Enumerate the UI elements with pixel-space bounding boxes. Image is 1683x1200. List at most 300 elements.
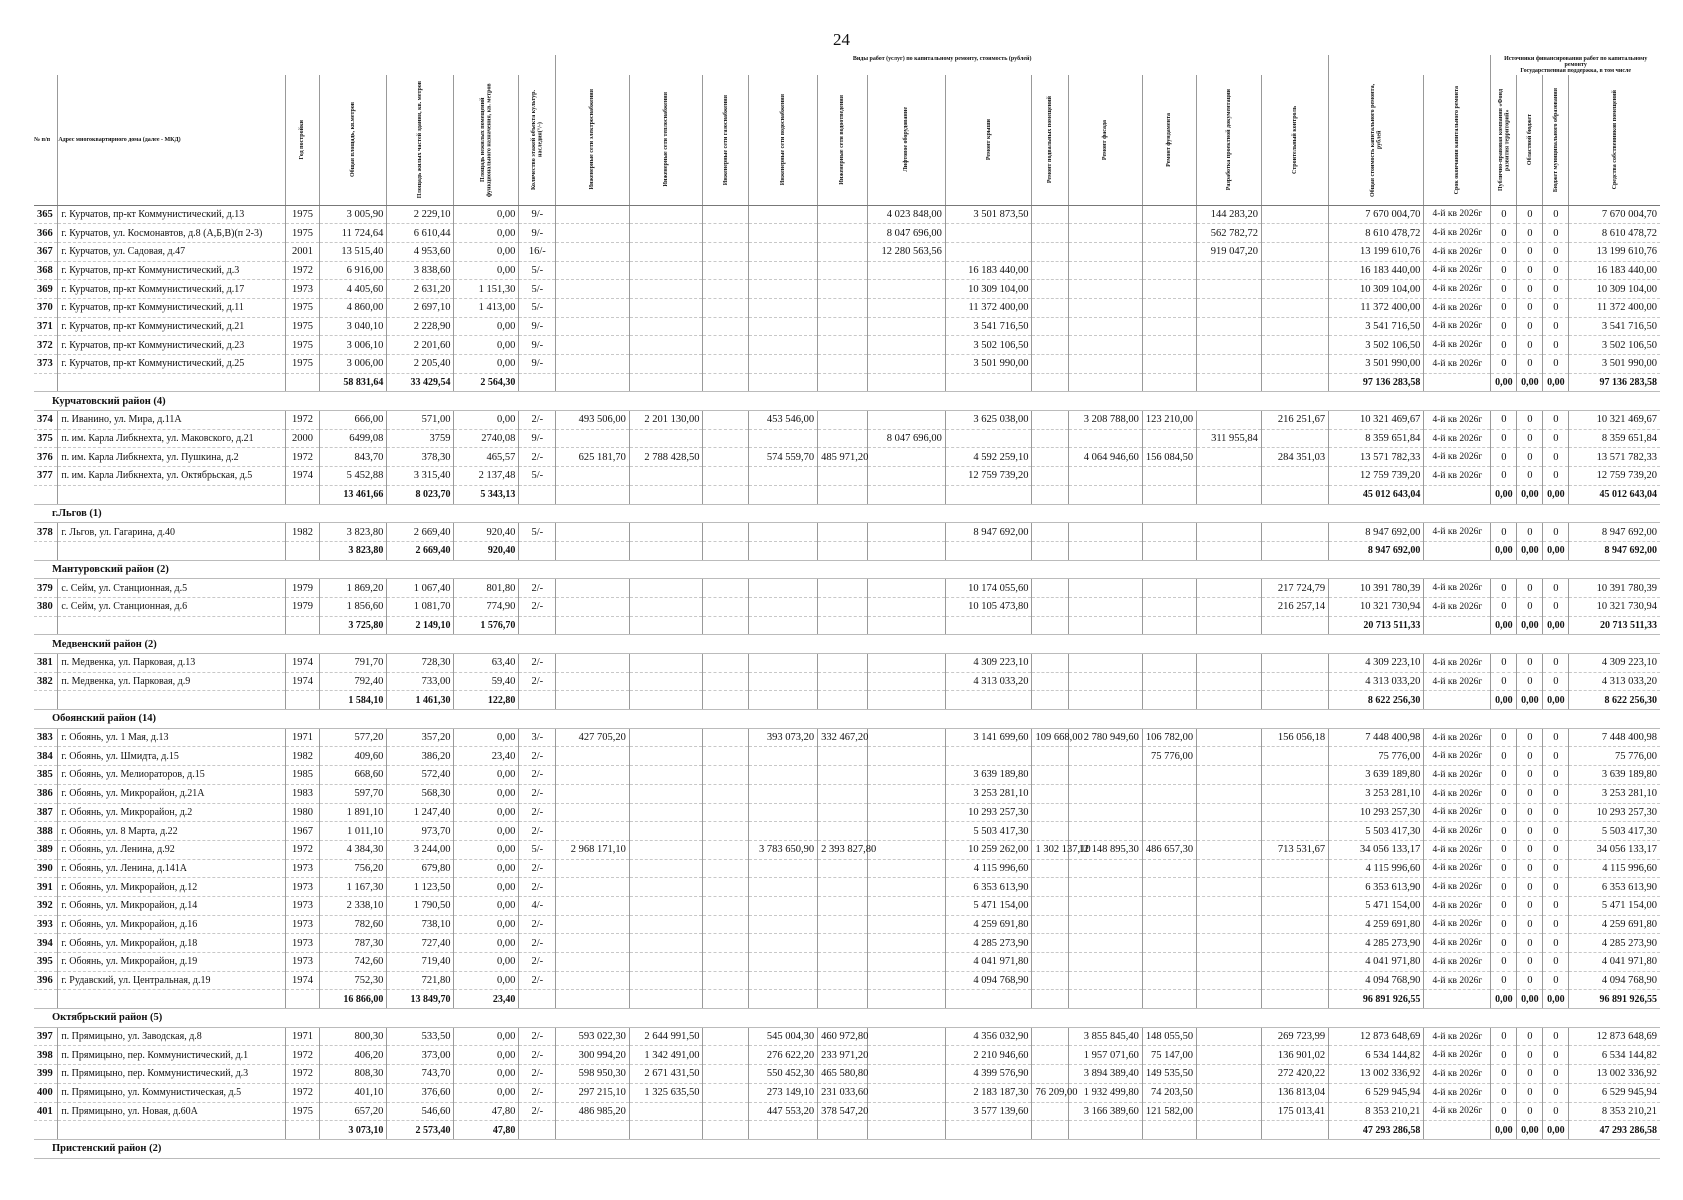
sewer-cost-cell: 332 467,20 — [818, 728, 868, 747]
roof-cost-cell: 5 471 154,00 — [945, 896, 1032, 915]
total-cost-cell: 3 639 189,80 — [1329, 766, 1424, 785]
electro-cost-cell — [556, 224, 630, 243]
floors-cell: 3/- — [519, 728, 556, 747]
deadline-cell: 4-й кв 2026г — [1424, 1046, 1491, 1065]
subtotal-regional-budget-cell: 0,00 — [1517, 691, 1543, 710]
water-cost-cell — [748, 803, 817, 822]
nonliving-area-cell: 0,00 — [454, 840, 519, 859]
foundation-cost-cell: 121 582,00 — [1142, 1102, 1196, 1121]
nonliving-area-cell: 23,40 — [454, 747, 519, 766]
total-area-cell: 11 724,64 — [320, 224, 387, 243]
subtotal-total-area-cell: 3 823,80 — [320, 541, 387, 560]
heat-cost-cell — [629, 896, 703, 915]
heat-cost-cell — [629, 261, 703, 280]
foundation-cost-cell — [1142, 896, 1196, 915]
lift-cost-cell — [867, 896, 945, 915]
table-row — [34, 523, 1660, 542]
regional-budget-cell: 0 — [1517, 317, 1543, 336]
regional-budget-cell: 0 — [1517, 915, 1543, 934]
district-subtotal-row — [34, 373, 1660, 392]
subtotal-nonliving-area-cell: 122,80 — [454, 691, 519, 710]
design-cost-cell — [1197, 840, 1262, 859]
total-cost-cell: 3 501 990,00 — [1329, 355, 1424, 374]
total-cost-cell: 10 321 469,67 — [1329, 411, 1424, 430]
basement-cost-cell — [1032, 654, 1069, 673]
total-area-cell: 668,60 — [320, 766, 387, 785]
subtotal-total-area-cell: 3 725,80 — [320, 616, 387, 635]
fund-cell: 0 — [1491, 205, 1517, 224]
control-cost-cell — [1261, 224, 1328, 243]
foundation-cost-cell — [1142, 953, 1196, 972]
nonliving-area-cell: 0,00 — [454, 766, 519, 785]
facade-cost-cell: 4 064 946,60 — [1069, 448, 1143, 467]
facade-cost-cell — [1069, 878, 1143, 897]
table-row — [34, 747, 1660, 766]
water-cost-cell: 550 452,30 — [748, 1065, 817, 1084]
regional-budget-cell: 0 — [1517, 971, 1543, 990]
table-row — [34, 448, 1660, 467]
facade-cost-cell — [1069, 784, 1143, 803]
nonliving-area-cell: 0,00 — [454, 934, 519, 953]
row-number: 394 — [34, 934, 58, 953]
living-area-cell: 727,40 — [387, 934, 454, 953]
nonliving-area-cell: 1 151,30 — [454, 280, 519, 299]
gas-cost-cell — [703, 1027, 748, 1046]
design-cost-cell — [1197, 784, 1262, 803]
district-header-row — [34, 392, 1660, 411]
subtotal-roof-cost-cell — [945, 990, 1032, 1009]
address-cell: г. Курчатов, пр-кт Коммунистический, д.25 — [58, 355, 285, 374]
address-cell: п. Иванино, ул. Мира, д.11А — [58, 411, 285, 430]
subtotal-living-area-cell: 2 573,40 — [387, 1121, 454, 1140]
facade-cost-cell — [1069, 242, 1143, 261]
subtotal-row-number — [34, 373, 58, 392]
fund-cell: 0 — [1491, 766, 1517, 785]
control-cost-cell: 713 531,67 — [1261, 840, 1328, 859]
lift-cost-cell — [867, 915, 945, 934]
lift-cost-cell — [867, 766, 945, 785]
living-area-cell: 3 244,00 — [387, 840, 454, 859]
year-cell: 1972 — [285, 1083, 320, 1102]
basement-cost-cell — [1032, 261, 1069, 280]
water-cost-cell — [748, 784, 817, 803]
subtotal-lift-cost-cell — [867, 616, 945, 635]
heat-cost-cell: 2 201 130,00 — [629, 411, 703, 430]
nonliving-area-cell: 0,00 — [454, 355, 519, 374]
subtotal-roof-cost-cell — [945, 691, 1032, 710]
sewer-cost-cell — [818, 915, 868, 934]
regional-budget-cell: 0 — [1517, 1046, 1543, 1065]
living-area-cell: 357,20 — [387, 728, 454, 747]
municipal-budget-cell: 0 — [1543, 672, 1569, 691]
table-row — [34, 822, 1660, 841]
regional-budget-cell: 0 — [1517, 1027, 1543, 1046]
row-number: 384 — [34, 747, 58, 766]
heat-cost-cell — [629, 803, 703, 822]
subtotal-floors-cell — [519, 691, 556, 710]
subtotal-gas-cost-cell — [703, 541, 748, 560]
electro-cost-cell: 486 985,20 — [556, 1102, 630, 1121]
subtotal-lift-cost-cell — [867, 990, 945, 1009]
water-cost-cell: 574 559,70 — [748, 448, 817, 467]
municipal-budget-cell: 0 — [1543, 261, 1569, 280]
control-cost-cell — [1261, 429, 1328, 448]
water-cost-cell — [748, 934, 817, 953]
total-cost-cell: 6 353 613,90 — [1329, 878, 1424, 897]
electro-cost-cell — [556, 896, 630, 915]
gas-cost-cell — [703, 747, 748, 766]
gas-cost-cell — [703, 1102, 748, 1121]
municipal-budget-cell: 0 — [1543, 579, 1569, 598]
subtotal-heat-cost-cell — [629, 990, 703, 1009]
nonliving-area-cell: 0,00 — [454, 242, 519, 261]
floors-cell: 2/- — [519, 859, 556, 878]
control-cost-cell: 217 724,79 — [1261, 579, 1328, 598]
control-cost-cell — [1261, 654, 1328, 673]
roof-cost-cell: 5 503 417,30 — [945, 822, 1032, 841]
living-area-cell: 376,60 — [387, 1083, 454, 1102]
basement-cost-cell — [1032, 896, 1069, 915]
total-cost-cell: 75 776,00 — [1329, 747, 1424, 766]
subtotal-basement-cost-cell — [1032, 373, 1069, 392]
heat-cost-cell — [629, 878, 703, 897]
facade-cost-cell: 1 957 071,60 — [1069, 1046, 1143, 1065]
gas-cost-cell — [703, 859, 748, 878]
basement-cost-cell: 1 302 137,10 — [1032, 840, 1069, 859]
lift-cost-cell — [867, 878, 945, 897]
floors-cell: 5/- — [519, 298, 556, 317]
header-electro: Инженерные сети электроснабжения — [556, 75, 630, 205]
regional-budget-cell: 0 — [1517, 224, 1543, 243]
subtotal-living-area-cell: 2 149,10 — [387, 616, 454, 635]
subtotal-total-cost-cell: 8 622 256,30 — [1329, 691, 1424, 710]
basement-cost-cell — [1032, 1046, 1069, 1065]
nonliving-area-cell: 0,00 — [454, 1046, 519, 1065]
living-area-cell: 679,80 — [387, 859, 454, 878]
year-cell: 1975 — [285, 205, 320, 224]
subtotal-floors-cell — [519, 373, 556, 392]
municipal-budget-cell: 0 — [1543, 597, 1569, 616]
table-row — [34, 878, 1660, 897]
design-cost-cell — [1197, 298, 1262, 317]
design-cost-cell — [1197, 878, 1262, 897]
basement-cost-cell — [1032, 672, 1069, 691]
row-number: 391 — [34, 878, 58, 897]
municipal-budget-cell: 0 — [1543, 934, 1569, 953]
design-cost-cell: 311 955,84 — [1197, 429, 1262, 448]
subtotal-control-cost-cell — [1261, 691, 1328, 710]
gas-cost-cell — [703, 803, 748, 822]
water-cost-cell — [748, 859, 817, 878]
deadline-cell: 4-й кв 2026г — [1424, 523, 1491, 542]
sewer-cost-cell — [818, 429, 868, 448]
roof-cost-cell — [945, 242, 1032, 261]
lift-cost-cell — [867, 840, 945, 859]
year-cell: 1975 — [285, 317, 320, 336]
electro-cost-cell — [556, 953, 630, 972]
year-cell: 1973 — [285, 878, 320, 897]
total-area-cell: 792,40 — [320, 672, 387, 691]
basement-cost-cell — [1032, 411, 1069, 430]
facade-cost-cell — [1069, 654, 1143, 673]
sewer-cost-cell: 465 580,80 — [818, 1065, 868, 1084]
fund-cell: 0 — [1491, 1046, 1517, 1065]
fund-cell: 0 — [1491, 803, 1517, 822]
table-row — [34, 1027, 1660, 1046]
subtotal-owners-funds-cell: 20 713 511,33 — [1569, 616, 1660, 635]
water-cost-cell — [748, 766, 817, 785]
total-area-cell: 4 860,00 — [320, 298, 387, 317]
electro-cost-cell — [556, 280, 630, 299]
living-area-cell: 373,00 — [387, 1046, 454, 1065]
heat-cost-cell — [629, 766, 703, 785]
facade-cost-cell — [1069, 672, 1143, 691]
design-cost-cell — [1197, 766, 1262, 785]
district-name: г.Льгов (1) — [34, 504, 1660, 523]
fund-cell: 0 — [1491, 728, 1517, 747]
regional-budget-cell: 0 — [1517, 429, 1543, 448]
subtotal-foundation-cost-cell — [1142, 541, 1196, 560]
gas-cost-cell — [703, 205, 748, 224]
basement-cost-cell — [1032, 766, 1069, 785]
foundation-cost-cell: 74 203,50 — [1142, 1083, 1196, 1102]
facade-cost-cell: 1 932 499,80 — [1069, 1083, 1143, 1102]
basement-cost-cell — [1032, 336, 1069, 355]
roof-cost-cell: 16 183 440,00 — [945, 261, 1032, 280]
lift-cost-cell — [867, 1065, 945, 1084]
subtotal-control-cost-cell — [1261, 485, 1328, 504]
water-cost-cell — [748, 261, 817, 280]
control-cost-cell — [1261, 672, 1328, 691]
year-cell: 1972 — [285, 261, 320, 280]
table-row — [34, 298, 1660, 317]
total-cost-cell: 4 309 223,10 — [1329, 654, 1424, 673]
total-cost-cell: 4 094 768,90 — [1329, 971, 1424, 990]
roof-cost-cell: 3 577 139,60 — [945, 1102, 1032, 1121]
district-name: Курчатовский район (4) — [34, 392, 1660, 411]
row-number: 374 — [34, 411, 58, 430]
subtotal-water-cost-cell — [748, 541, 817, 560]
facade-cost-cell: 3 894 389,40 — [1069, 1065, 1143, 1084]
address-cell: г. Обоянь, ул. Мелиораторов, д.15 — [58, 766, 285, 785]
year-cell: 1967 — [285, 822, 320, 841]
lift-cost-cell — [867, 803, 945, 822]
municipal-budget-cell: 0 — [1543, 822, 1569, 841]
year-cell: 1975 — [285, 355, 320, 374]
year-cell: 1982 — [285, 523, 320, 542]
fund-cell: 0 — [1491, 336, 1517, 355]
deadline-cell: 4-й кв 2026г — [1424, 261, 1491, 280]
subtotal-control-cost-cell — [1261, 1121, 1328, 1140]
lift-cost-cell — [867, 822, 945, 841]
subtotal-fund-cell: 0,00 — [1491, 373, 1517, 392]
subtotal-lift-cost-cell — [867, 541, 945, 560]
table-row — [34, 597, 1660, 616]
lift-cost-cell — [867, 859, 945, 878]
sewer-cost-cell — [818, 411, 868, 430]
table-row — [34, 579, 1660, 598]
total-area-cell: 3 006,00 — [320, 355, 387, 374]
floors-cell: 2/- — [519, 803, 556, 822]
total-area-cell: 782,60 — [320, 915, 387, 934]
subtotal-heat-cost-cell — [629, 541, 703, 560]
living-area-cell: 3 315,40 — [387, 467, 454, 486]
heat-cost-cell — [629, 205, 703, 224]
total-area-cell: 752,30 — [320, 971, 387, 990]
foundation-cost-cell — [1142, 579, 1196, 598]
gas-cost-cell — [703, 579, 748, 598]
control-cost-cell — [1261, 298, 1328, 317]
total-cost-cell: 8 947 692,00 — [1329, 523, 1424, 542]
regional-budget-cell: 0 — [1517, 1065, 1543, 1084]
foundation-cost-cell — [1142, 261, 1196, 280]
electro-cost-cell — [556, 803, 630, 822]
control-cost-cell — [1261, 971, 1328, 990]
municipal-budget-cell: 0 — [1543, 915, 1569, 934]
sewer-cost-cell — [818, 822, 868, 841]
municipal-budget-cell: 0 — [1543, 355, 1569, 374]
district-subtotal-row — [34, 541, 1660, 560]
gas-cost-cell — [703, 953, 748, 972]
municipal-budget-cell: 0 — [1543, 523, 1569, 542]
facade-cost-cell — [1069, 280, 1143, 299]
control-cost-cell — [1261, 859, 1328, 878]
total-cost-cell: 10 391 780,39 — [1329, 579, 1424, 598]
total-cost-cell: 5 471 154,00 — [1329, 896, 1424, 915]
fund-cell: 0 — [1491, 840, 1517, 859]
year-cell: 1975 — [285, 298, 320, 317]
control-cost-cell: 175 013,41 — [1261, 1102, 1328, 1121]
nonliving-area-cell: 2740,08 — [454, 429, 519, 448]
subtotal-electro-cost-cell — [556, 373, 630, 392]
subtotal-year-cell — [285, 990, 320, 1009]
subtotal-owners-funds-cell: 96 891 926,55 — [1569, 990, 1660, 1009]
table-row — [34, 1102, 1660, 1121]
water-cost-cell: 393 073,20 — [748, 728, 817, 747]
design-cost-cell — [1197, 1027, 1262, 1046]
control-cost-cell: 272 420,22 — [1261, 1065, 1328, 1084]
owners-funds-cell: 8 353 210,21 — [1569, 1102, 1660, 1121]
row-number: 371 — [34, 317, 58, 336]
water-cost-cell — [748, 579, 817, 598]
owners-funds-cell: 8 359 651,84 — [1569, 429, 1660, 448]
district-header-row — [34, 504, 1660, 523]
basement-cost-cell — [1032, 597, 1069, 616]
heat-cost-cell — [629, 953, 703, 972]
total-area-cell: 5 452,88 — [320, 467, 387, 486]
deadline-cell: 4-й кв 2026г — [1424, 728, 1491, 747]
subtotal-lift-cost-cell — [867, 485, 945, 504]
total-area-cell: 657,20 — [320, 1102, 387, 1121]
electro-cost-cell — [556, 672, 630, 691]
municipal-budget-cell: 0 — [1543, 1046, 1569, 1065]
control-cost-cell — [1261, 953, 1328, 972]
roof-cost-cell: 4 592 259,10 — [945, 448, 1032, 467]
total-cost-cell: 10 293 257,30 — [1329, 803, 1424, 822]
header-regional: Областной бюджет — [1517, 75, 1543, 205]
year-cell: 1974 — [285, 467, 320, 486]
owners-funds-cell: 10 391 780,39 — [1569, 579, 1660, 598]
regional-budget-cell: 0 — [1517, 896, 1543, 915]
deadline-cell: 4-й кв 2026г — [1424, 784, 1491, 803]
subtotal-floors-cell — [519, 616, 556, 635]
subtotal-year-cell — [285, 1121, 320, 1140]
design-cost-cell — [1197, 355, 1262, 374]
sewer-cost-cell — [818, 896, 868, 915]
subtotal-owners-funds-cell: 8 622 256,30 — [1569, 691, 1660, 710]
foundation-cost-cell — [1142, 467, 1196, 486]
facade-cost-cell — [1069, 597, 1143, 616]
facade-cost-cell — [1069, 224, 1143, 243]
sewer-cost-cell — [818, 672, 868, 691]
subtotal-water-cost-cell — [748, 485, 817, 504]
subtotal-living-area-cell: 33 429,54 — [387, 373, 454, 392]
header-control: Строительный контроль — [1261, 75, 1328, 205]
water-cost-cell — [748, 298, 817, 317]
deadline-cell: 4-й кв 2026г — [1424, 597, 1491, 616]
water-cost-cell — [748, 597, 817, 616]
heat-cost-cell — [629, 579, 703, 598]
row-number: 399 — [34, 1065, 58, 1084]
subtotal-total-area-cell: 1 584,10 — [320, 691, 387, 710]
municipal-budget-cell: 0 — [1543, 224, 1569, 243]
water-cost-cell: 453 546,00 — [748, 411, 817, 430]
heat-cost-cell — [629, 840, 703, 859]
roof-cost-cell: 4 313 033,20 — [945, 672, 1032, 691]
foundation-cost-cell — [1142, 803, 1196, 822]
heat-cost-cell — [629, 971, 703, 990]
sewer-cost-cell — [818, 523, 868, 542]
owners-funds-cell: 4 313 033,20 — [1569, 672, 1660, 691]
floors-cell: 2/- — [519, 579, 556, 598]
design-cost-cell: 919 047,20 — [1197, 242, 1262, 261]
water-cost-cell — [748, 280, 817, 299]
living-area-cell: 743,70 — [387, 1065, 454, 1084]
subtotal-total-area-cell: 3 073,10 — [320, 1121, 387, 1140]
facade-cost-cell: 12 148 895,30 — [1069, 840, 1143, 859]
row-number: 376 — [34, 448, 58, 467]
subtotal-row-number — [34, 1121, 58, 1140]
basement-cost-cell — [1032, 317, 1069, 336]
nonliving-area-cell: 0,00 — [454, 411, 519, 430]
gas-cost-cell — [703, 784, 748, 803]
owners-funds-cell: 8 610 478,72 — [1569, 224, 1660, 243]
address-cell: п. им. Карла Либкнехта, ул. Пушкина, д.2 — [58, 448, 285, 467]
total-area-cell: 2 338,10 — [320, 896, 387, 915]
year-cell: 1973 — [285, 915, 320, 934]
regional-budget-cell: 0 — [1517, 280, 1543, 299]
living-area-cell: 719,40 — [387, 953, 454, 972]
row-number: 370 — [34, 298, 58, 317]
owners-funds-cell: 6 529 945,94 — [1569, 1083, 1660, 1102]
living-area-cell: 571,00 — [387, 411, 454, 430]
subtotal-regional-budget-cell: 0,00 — [1517, 485, 1543, 504]
row-number: 373 — [34, 355, 58, 374]
floors-cell: 5/- — [519, 467, 556, 486]
owners-funds-cell: 10 293 257,30 — [1569, 803, 1660, 822]
owners-funds-cell: 6 353 613,90 — [1569, 878, 1660, 897]
address-cell: г. Рудавский, ул. Центральная, д.19 — [58, 971, 285, 990]
roof-cost-cell: 6 353 613,90 — [945, 878, 1032, 897]
floors-cell: 2/- — [519, 1065, 556, 1084]
basement-cost-cell — [1032, 822, 1069, 841]
fund-cell: 0 — [1491, 429, 1517, 448]
total-area-cell: 3 006,10 — [320, 336, 387, 355]
table-row — [34, 411, 1660, 430]
address-cell: г. Курчатов, пр-кт Коммунистический, д.17 — [58, 280, 285, 299]
year-cell: 1980 — [285, 803, 320, 822]
basement-cost-cell — [1032, 205, 1069, 224]
